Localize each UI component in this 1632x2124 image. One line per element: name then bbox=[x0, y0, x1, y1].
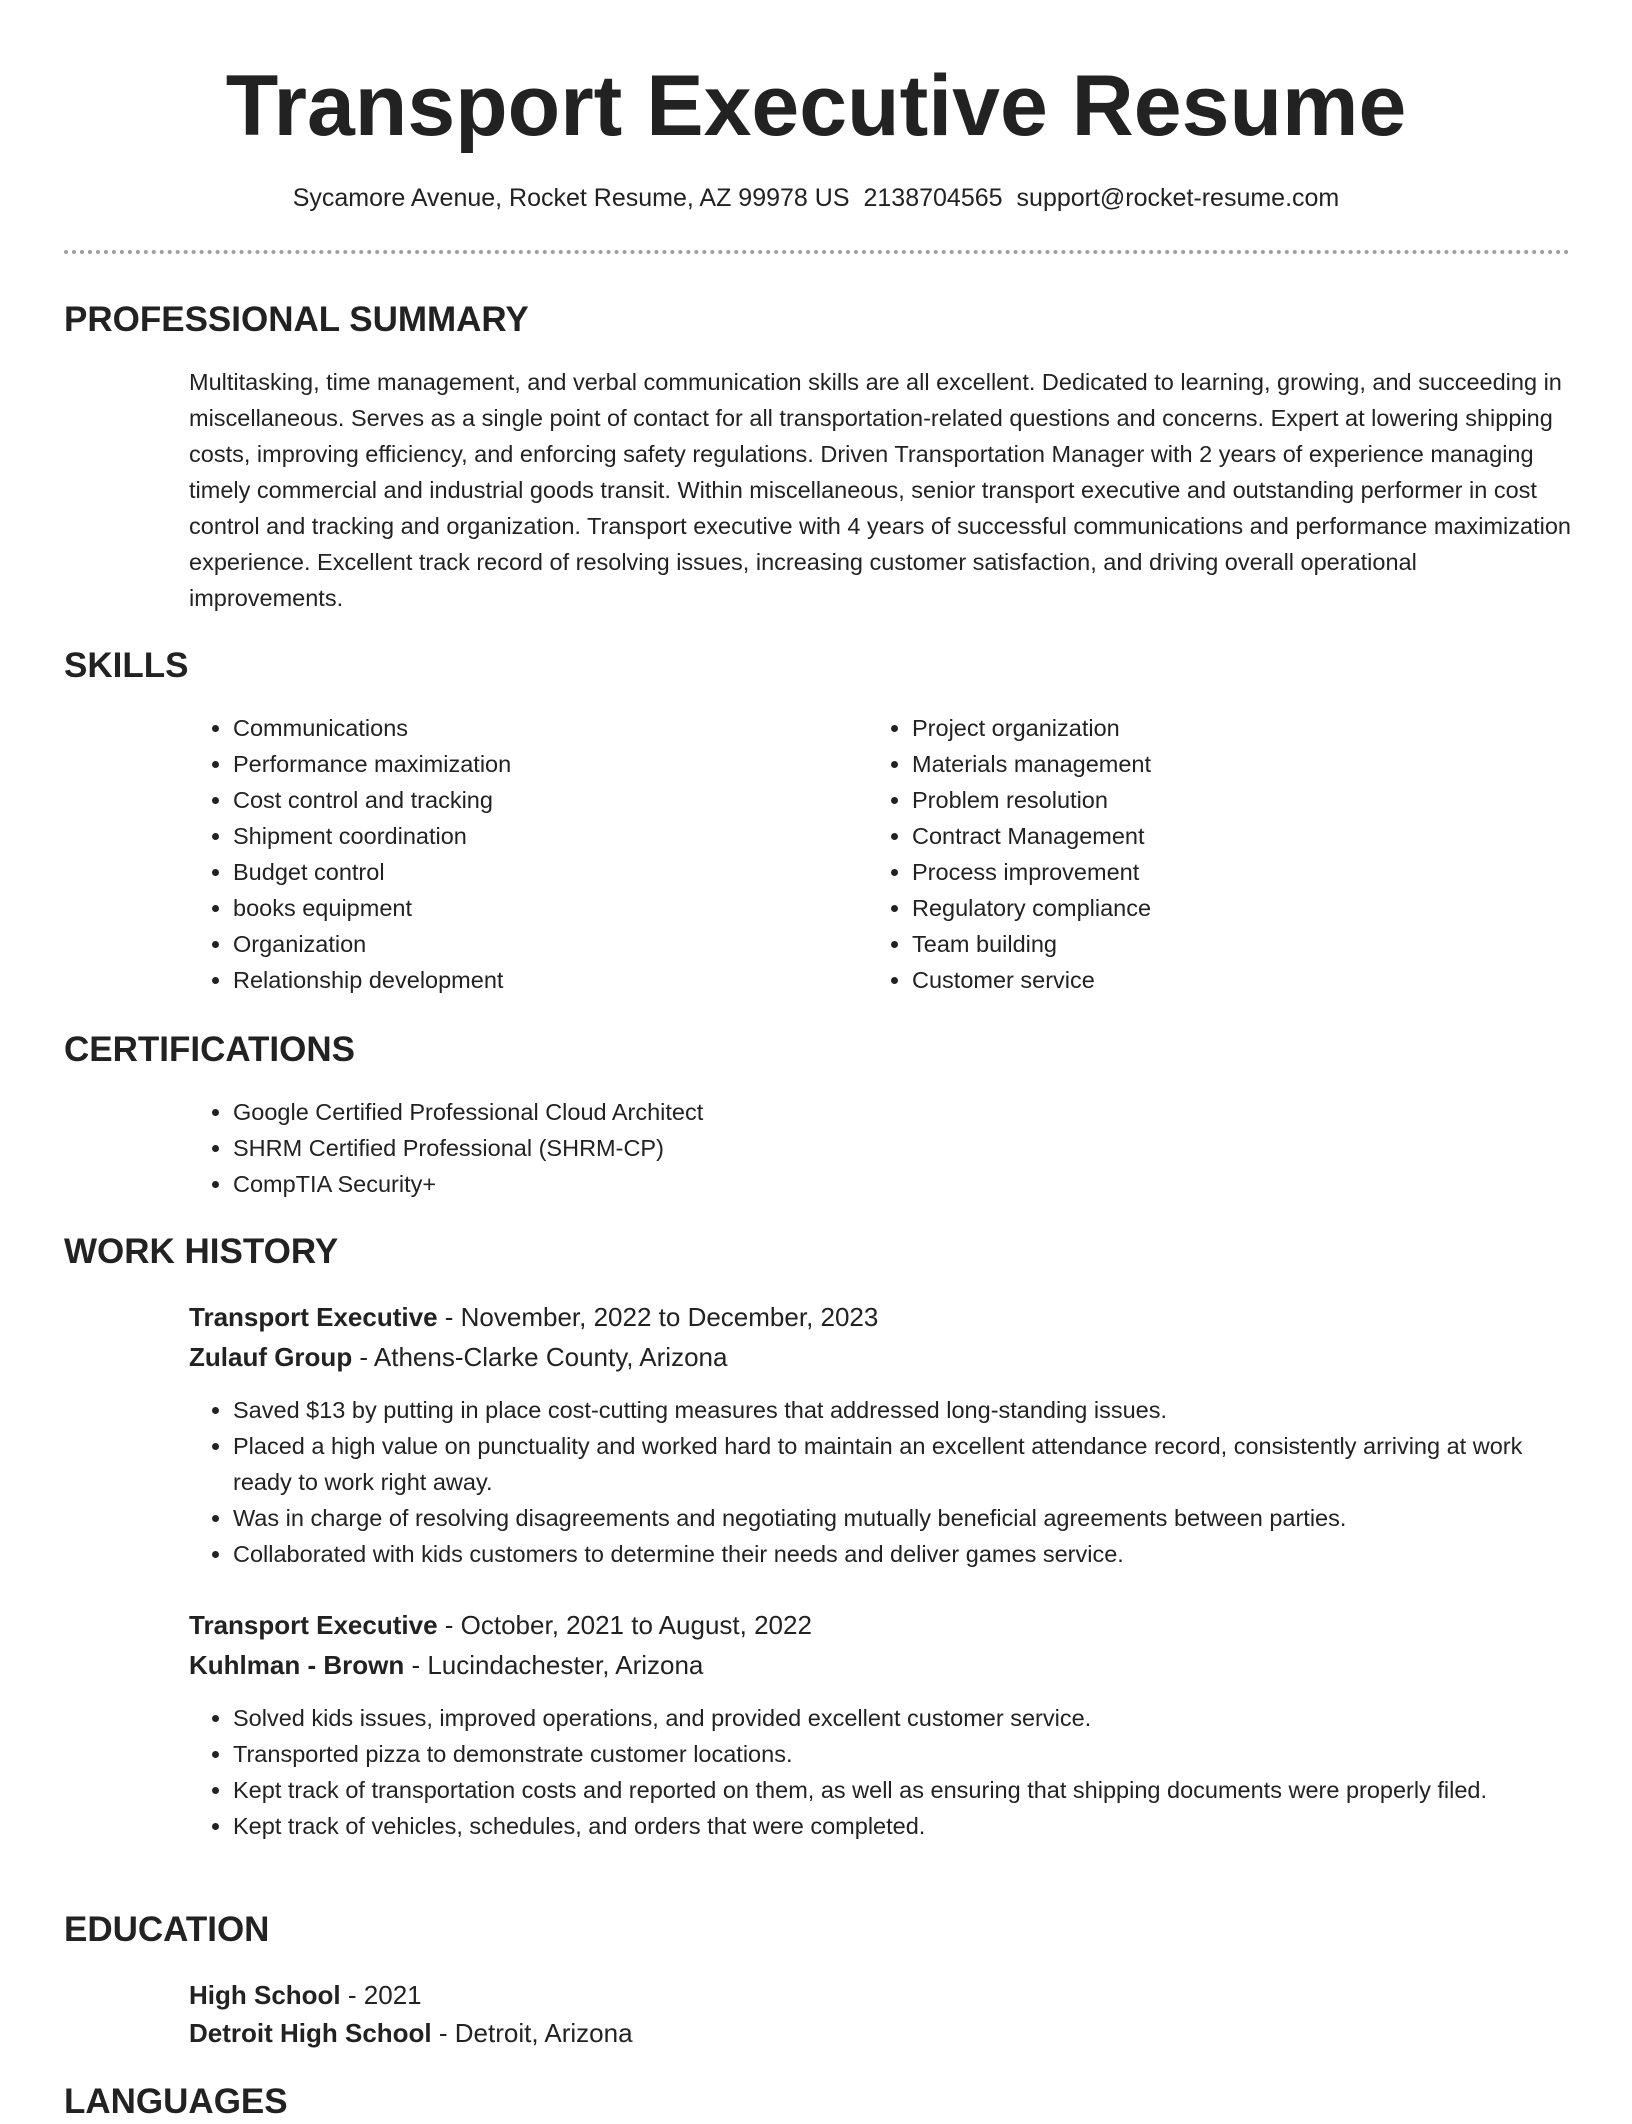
job-duty-item: • Solved kids issues, improved operations, and provided excellent customer service. bbox=[233, 1700, 1574, 1736]
contact-address: Sycamore Avenue, Rocket Resume, AZ 99978 US bbox=[292, 184, 850, 212]
skill-item: • Communications bbox=[233, 710, 829, 746]
job-dates: - November, 2022 to December, 2023 bbox=[437, 1302, 879, 1332]
job-duties-block bbox=[189, 1392, 1574, 1572]
certification-item: • CompTIA Security+ bbox=[233, 1166, 1489, 1202]
skill-item: • Budget control bbox=[233, 854, 829, 890]
skill-item: • Relationship development bbox=[233, 962, 829, 998]
education-degree-line bbox=[189, 1975, 422, 2015]
job-title-line bbox=[189, 1605, 812, 1645]
skills-column-left bbox=[189, 710, 829, 998]
job-duties-list bbox=[189, 1392, 1574, 1572]
section-heading-summary: PROFESSIONAL SUMMARY bbox=[64, 300, 529, 339]
section-heading-skills: SKILLS bbox=[64, 646, 189, 685]
skills-list-left bbox=[189, 710, 829, 998]
skill-item: • Organization bbox=[233, 926, 829, 962]
education-school: Detroit High School bbox=[189, 2018, 432, 2048]
skill-item: • Process improvement bbox=[912, 854, 1508, 890]
skill-item: • Shipment coordination bbox=[233, 818, 829, 854]
job-title: Transport Executive bbox=[189, 1610, 438, 1640]
contact-phone: 2138704565 bbox=[863, 184, 1003, 212]
skill-item: • Project organization bbox=[912, 710, 1508, 746]
certification-item: • Google Certified Professional Cloud Architect bbox=[233, 1094, 1489, 1130]
section-heading-work-history: WORK HISTORY bbox=[64, 1232, 339, 1271]
certification-item: • SHRM Certified Professional (SHRM-CP) bbox=[233, 1130, 1489, 1166]
job-duty-item: • Transported pizza to demonstrate customer locations. bbox=[233, 1736, 1574, 1772]
skill-item: • Materials management bbox=[912, 746, 1508, 782]
job-company: Kuhlman - Brown bbox=[189, 1650, 405, 1680]
section-heading-languages: LANGUAGES bbox=[64, 2082, 288, 2121]
job-location: - Lucindachester, Arizona bbox=[404, 1650, 704, 1680]
job-company-line bbox=[189, 1645, 703, 1685]
certifications-block bbox=[189, 1094, 1489, 1202]
job-duty-item: • Kept track of transportation costs and reported on them, as well as ensuring that shipping documents were properly filed. bbox=[233, 1772, 1574, 1808]
job-duties-list bbox=[189, 1700, 1574, 1844]
certifications-list bbox=[189, 1094, 1489, 1202]
skill-item: • Contract Management bbox=[912, 818, 1508, 854]
job-duty-item: • Collaborated with kids customers to determine their needs and deliver games service. bbox=[233, 1536, 1574, 1572]
skill-item: • Regulatory compliance bbox=[912, 890, 1508, 926]
job-duty-item: • Was in charge of resolving disagreements and negotiating mutually beneficial agreements between parties. bbox=[233, 1500, 1574, 1536]
skill-item: • Team building bbox=[912, 926, 1508, 962]
resume-title: Transport Executive Resume bbox=[225, 58, 1407, 154]
job-title-line bbox=[189, 1297, 878, 1337]
job-duty-item: • Saved $13 by putting in place cost-cutting measures that addressed long-standing issues. bbox=[233, 1392, 1574, 1428]
education-location: - Detroit, Arizona bbox=[431, 2018, 633, 2048]
job-duties-block bbox=[189, 1700, 1574, 1844]
job-title: Transport Executive bbox=[189, 1302, 438, 1332]
education-degree: High School bbox=[189, 1980, 341, 2010]
section-heading-education: EDUCATION bbox=[64, 1910, 270, 1949]
skill-item: • books equipment bbox=[233, 890, 829, 926]
section-heading-certifications: CERTIFICATIONS bbox=[64, 1030, 356, 1069]
header-divider bbox=[64, 250, 1570, 254]
job-company: Zulauf Group bbox=[189, 1342, 353, 1372]
skill-item: • Customer service bbox=[912, 962, 1508, 998]
job-duty-item: • Placed a high value on punctuality and worked hard to maintain an excellent attendance record, consistently arriving at work ready to work right away. bbox=[233, 1428, 1574, 1500]
education-school-line bbox=[189, 2013, 633, 2053]
skill-item: • Performance maximization bbox=[233, 746, 829, 782]
contact-email[interactable]: support@rocket-resume.com bbox=[1016, 184, 1340, 212]
skill-item: • Problem resolution bbox=[912, 782, 1508, 818]
job-location: - Athens-Clarke County, Arizona bbox=[352, 1342, 728, 1372]
skills-list-right bbox=[868, 710, 1508, 998]
summary-text: Multitasking, time management, and verbal communication skills are all excellent. Dedicated to learning, growing, and succeeding in miscellaneous. Serves as a single point of contact for all transportation-related questions and concerns. Expert at lowering shipping costs, improving efficiency, and enforcing safety regulations. Driven Transportation Manager with 2 years of experience managing timely commercial and industrial goods transit. Within miscellaneous, senior transport executive and outstanding performer in cost control and tracking and organization. Transport executive with 4 years of successful communications and performance maximization experience. Excellent track record of resolving issues, increasing customer satisfaction, and driving overall operational improvements. bbox=[189, 369, 1571, 611]
education-year: - 2021 bbox=[340, 1980, 422, 2010]
skills-column-right bbox=[868, 710, 1508, 998]
job-company-line bbox=[189, 1337, 727, 1377]
job-dates: - October, 2021 to August, 2022 bbox=[437, 1610, 812, 1640]
job-duty-item: • Kept track of vehicles, schedules, and orders that were completed. bbox=[233, 1808, 1574, 1844]
skill-item: • Cost control and tracking bbox=[233, 782, 829, 818]
contact-line bbox=[0, 180, 1632, 216]
